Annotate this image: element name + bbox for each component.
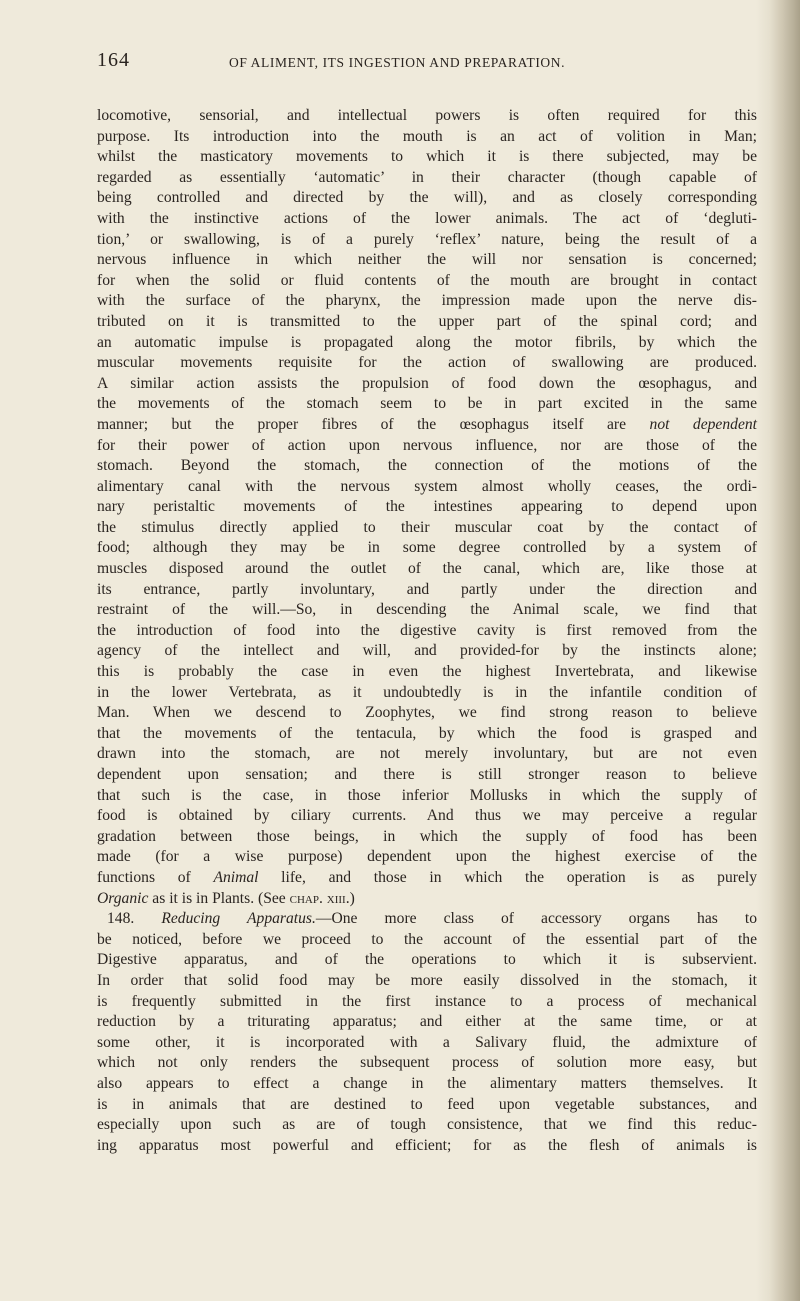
text-segment: manner; but the proper fibres of the œsophagus itself are	[97, 415, 650, 433]
text-line	[97, 436, 757, 457]
text-line	[97, 1033, 757, 1054]
text-segment: 148.	[107, 910, 162, 928]
text-segment: the movements of the stomach seem to be in part excited in the same	[97, 395, 757, 413]
text-line	[97, 456, 757, 477]
text-line	[97, 209, 757, 230]
text-line	[97, 971, 757, 992]
text-segment: that the movements of the tentacula, by which the food is grasped and	[97, 724, 757, 742]
text-line	[97, 518, 757, 539]
page-number: 164	[97, 49, 130, 71]
body-text	[97, 106, 757, 1156]
running-head: OF ALIMENT, ITS INGESTION AND PREPARATION.	[229, 55, 566, 70]
text-line	[97, 806, 757, 827]
text-line	[97, 909, 757, 930]
text-line	[97, 992, 757, 1013]
text-line	[97, 415, 757, 436]
text-segment: also appears to effect a change in the alimentary matters themselves. It	[97, 1074, 757, 1092]
text-line	[97, 847, 757, 868]
text-segment: stomach. Beyond the stomach, the connection of the motions of the	[97, 457, 757, 475]
text-segment: made (for a wise purpose) dependent upon the highest exercise of the	[97, 848, 757, 866]
text-segment: nary peristaltic movements of the intestines appearing to depend upon	[97, 498, 757, 516]
text-line	[97, 168, 757, 189]
text-line	[97, 765, 757, 786]
text-line	[97, 312, 757, 333]
text-line	[97, 930, 757, 951]
text-segment: muscular movements requisite for the action of swallowing are produced.	[97, 354, 757, 372]
text-segment: drawn into the stomach, are not merely involuntary, but are not even	[97, 745, 757, 763]
text-line	[97, 188, 757, 209]
text-line	[97, 394, 757, 415]
text-segment: is frequently submitted in the first instance to a process of mechanical	[97, 992, 757, 1010]
text-segment: restraint of the will.—So, in descending the Animal scale, we find that	[97, 601, 757, 619]
text-segment: life, and those in which the operation is as purely	[258, 868, 758, 886]
text-line	[97, 1053, 757, 1074]
text-segment: food; although they may be in some degree controlled by a system of	[97, 539, 757, 557]
text-line	[97, 147, 757, 168]
text-segment: the stimulus directly applied to their muscular coat by the contact of	[97, 518, 757, 536]
text-segment: in the lower Vertebrata, as it undoubtedly is in the infantile condition of	[97, 683, 757, 701]
text-line	[97, 662, 757, 683]
text-line	[97, 1012, 757, 1033]
text-segment: purpose. Its introduction into the mouth is an act of volition in Man;	[97, 127, 757, 145]
text-line	[97, 950, 757, 971]
text-segment: which not only renders the subsequent process of solution more easy, but	[97, 1054, 757, 1072]
italic-text: not dependent	[649, 415, 757, 433]
text-segment: reduction by a triturating apparatus; and either at the same time, or at	[97, 1013, 757, 1031]
text-line	[97, 868, 757, 889]
text-line	[97, 497, 757, 518]
italic-text: Reducing Apparatus.	[161, 910, 316, 928]
italic-text: Organic	[97, 889, 149, 907]
text-segment: food is obtained by ciliary currents. And thus we may perceive a regular	[97, 807, 757, 825]
text-segment: be noticed, before we proceed to the account of the essential part of the	[97, 930, 757, 948]
text-line	[97, 600, 757, 621]
text-segment: alimentary canal with the nervous system almost wholly ceases, the ordi-	[97, 477, 757, 495]
text-segment: the introduction of food into the digestive cavity is first removed from the	[97, 621, 757, 639]
text-segment: being controlled and directed by the will), and as closely corresponding	[97, 189, 757, 207]
text-segment: tion,’ or swallowing, is of a purely ‘reflex’ nature, being the result of a	[97, 230, 757, 248]
text-segment: with the surface of the pharynx, the impression made upon the nerve dis-	[97, 292, 757, 310]
text-line	[97, 230, 757, 251]
text-segment: agency of the intellect and will, and provided-for by the instincts alone;	[97, 642, 757, 660]
text-line	[97, 374, 757, 395]
text-segment: regarded as essentially ‘automatic’ in their character (though capable of	[97, 168, 757, 186]
text-segment: its entrance, partly involuntary, and partly under the direction and	[97, 580, 757, 598]
page-binding-shadow	[756, 0, 800, 1301]
text-line	[97, 580, 757, 601]
text-line	[97, 106, 757, 127]
text-line	[97, 1095, 757, 1116]
text-segment: gradation between those beings, in which the supply of food has been	[97, 827, 757, 845]
text-segment: A similar action assists the propulsion of food down the œsophagus, and	[97, 374, 757, 392]
text-line	[97, 703, 757, 724]
text-line	[97, 1074, 757, 1095]
text-segment: nervous influence in which neither the will nor sensation is concerned;	[97, 251, 757, 269]
text-line	[97, 559, 757, 580]
small-caps-text: chap. xiii.	[289, 889, 350, 907]
page-header	[97, 49, 757, 77]
text-segment: for when the solid or fluid contents of the mouth are brought in contact	[97, 271, 757, 289]
text-line	[97, 353, 757, 374]
text-line	[97, 1115, 757, 1136]
text-segment: functions of	[97, 868, 214, 886]
text-line	[97, 477, 757, 498]
text-line	[97, 827, 757, 848]
text-segment: as it is in Plants. (See	[148, 889, 290, 907]
text-segment: that such is the case, in those inferior Mollusks in which the supply of	[97, 786, 757, 804]
text-line	[97, 641, 757, 662]
text-segment: this is probably the case in even the highest Invertebrata, and likewise	[97, 663, 757, 681]
text-line	[97, 538, 757, 559]
text-segment: whilst the masticatory movements to which it is there subjected, may be	[97, 148, 757, 166]
text-line	[97, 683, 757, 704]
text-line	[97, 724, 757, 745]
text-line	[97, 889, 757, 910]
text-line	[97, 1136, 757, 1157]
text-segment: Man. When we descend to Zoophytes, we find strong reason to believe	[97, 704, 757, 722]
text-segment: Digestive apparatus, and of the operations to which it is subservient.	[97, 951, 757, 969]
text-segment: with the instinctive actions of the lower animals. The act of ‘degluti-	[97, 209, 757, 227]
text-segment: especially upon such as are of tough consistence, that we find this reduc-	[97, 1116, 757, 1134]
text-segment: In order that solid food may be more easily dissolved in the stomach, it	[97, 971, 757, 989]
text-segment: is in animals that are destined to feed upon vegetable substances, and	[97, 1095, 757, 1113]
text-segment: )	[349, 889, 355, 907]
text-line	[97, 291, 757, 312]
text-line	[97, 250, 757, 271]
text-segment: —One more class of accessory organs has to	[315, 910, 757, 928]
text-line	[97, 271, 757, 292]
text-segment: dependent upon sensation; and there is still stronger reason to believe	[97, 766, 757, 783]
text-segment: ing apparatus most powerful and efficient; for as the flesh of animals is	[97, 1136, 757, 1154]
text-segment: an automatic impulse is propagated along the motor fibrils, by which the	[97, 333, 757, 351]
italic-text: Animal	[213, 868, 259, 886]
text-segment: for their power of action upon nervous influence, nor are those of the	[97, 436, 757, 454]
text-line	[97, 127, 757, 148]
text-segment: locomotive, sensorial, and intellectual powers is often required for this	[97, 107, 757, 124]
text-line	[97, 621, 757, 642]
text-segment: muscles disposed around the outlet of the canal, which are, like those at	[97, 560, 757, 578]
text-segment: some other, it is incorporated with a Salivary fluid, the admixture of	[97, 1033, 757, 1051]
text-segment: tributed on it is transmitted to the upper part of the spinal cord; and	[97, 312, 757, 330]
text-line	[97, 744, 757, 765]
text-line	[97, 333, 757, 354]
text-line	[97, 786, 757, 807]
